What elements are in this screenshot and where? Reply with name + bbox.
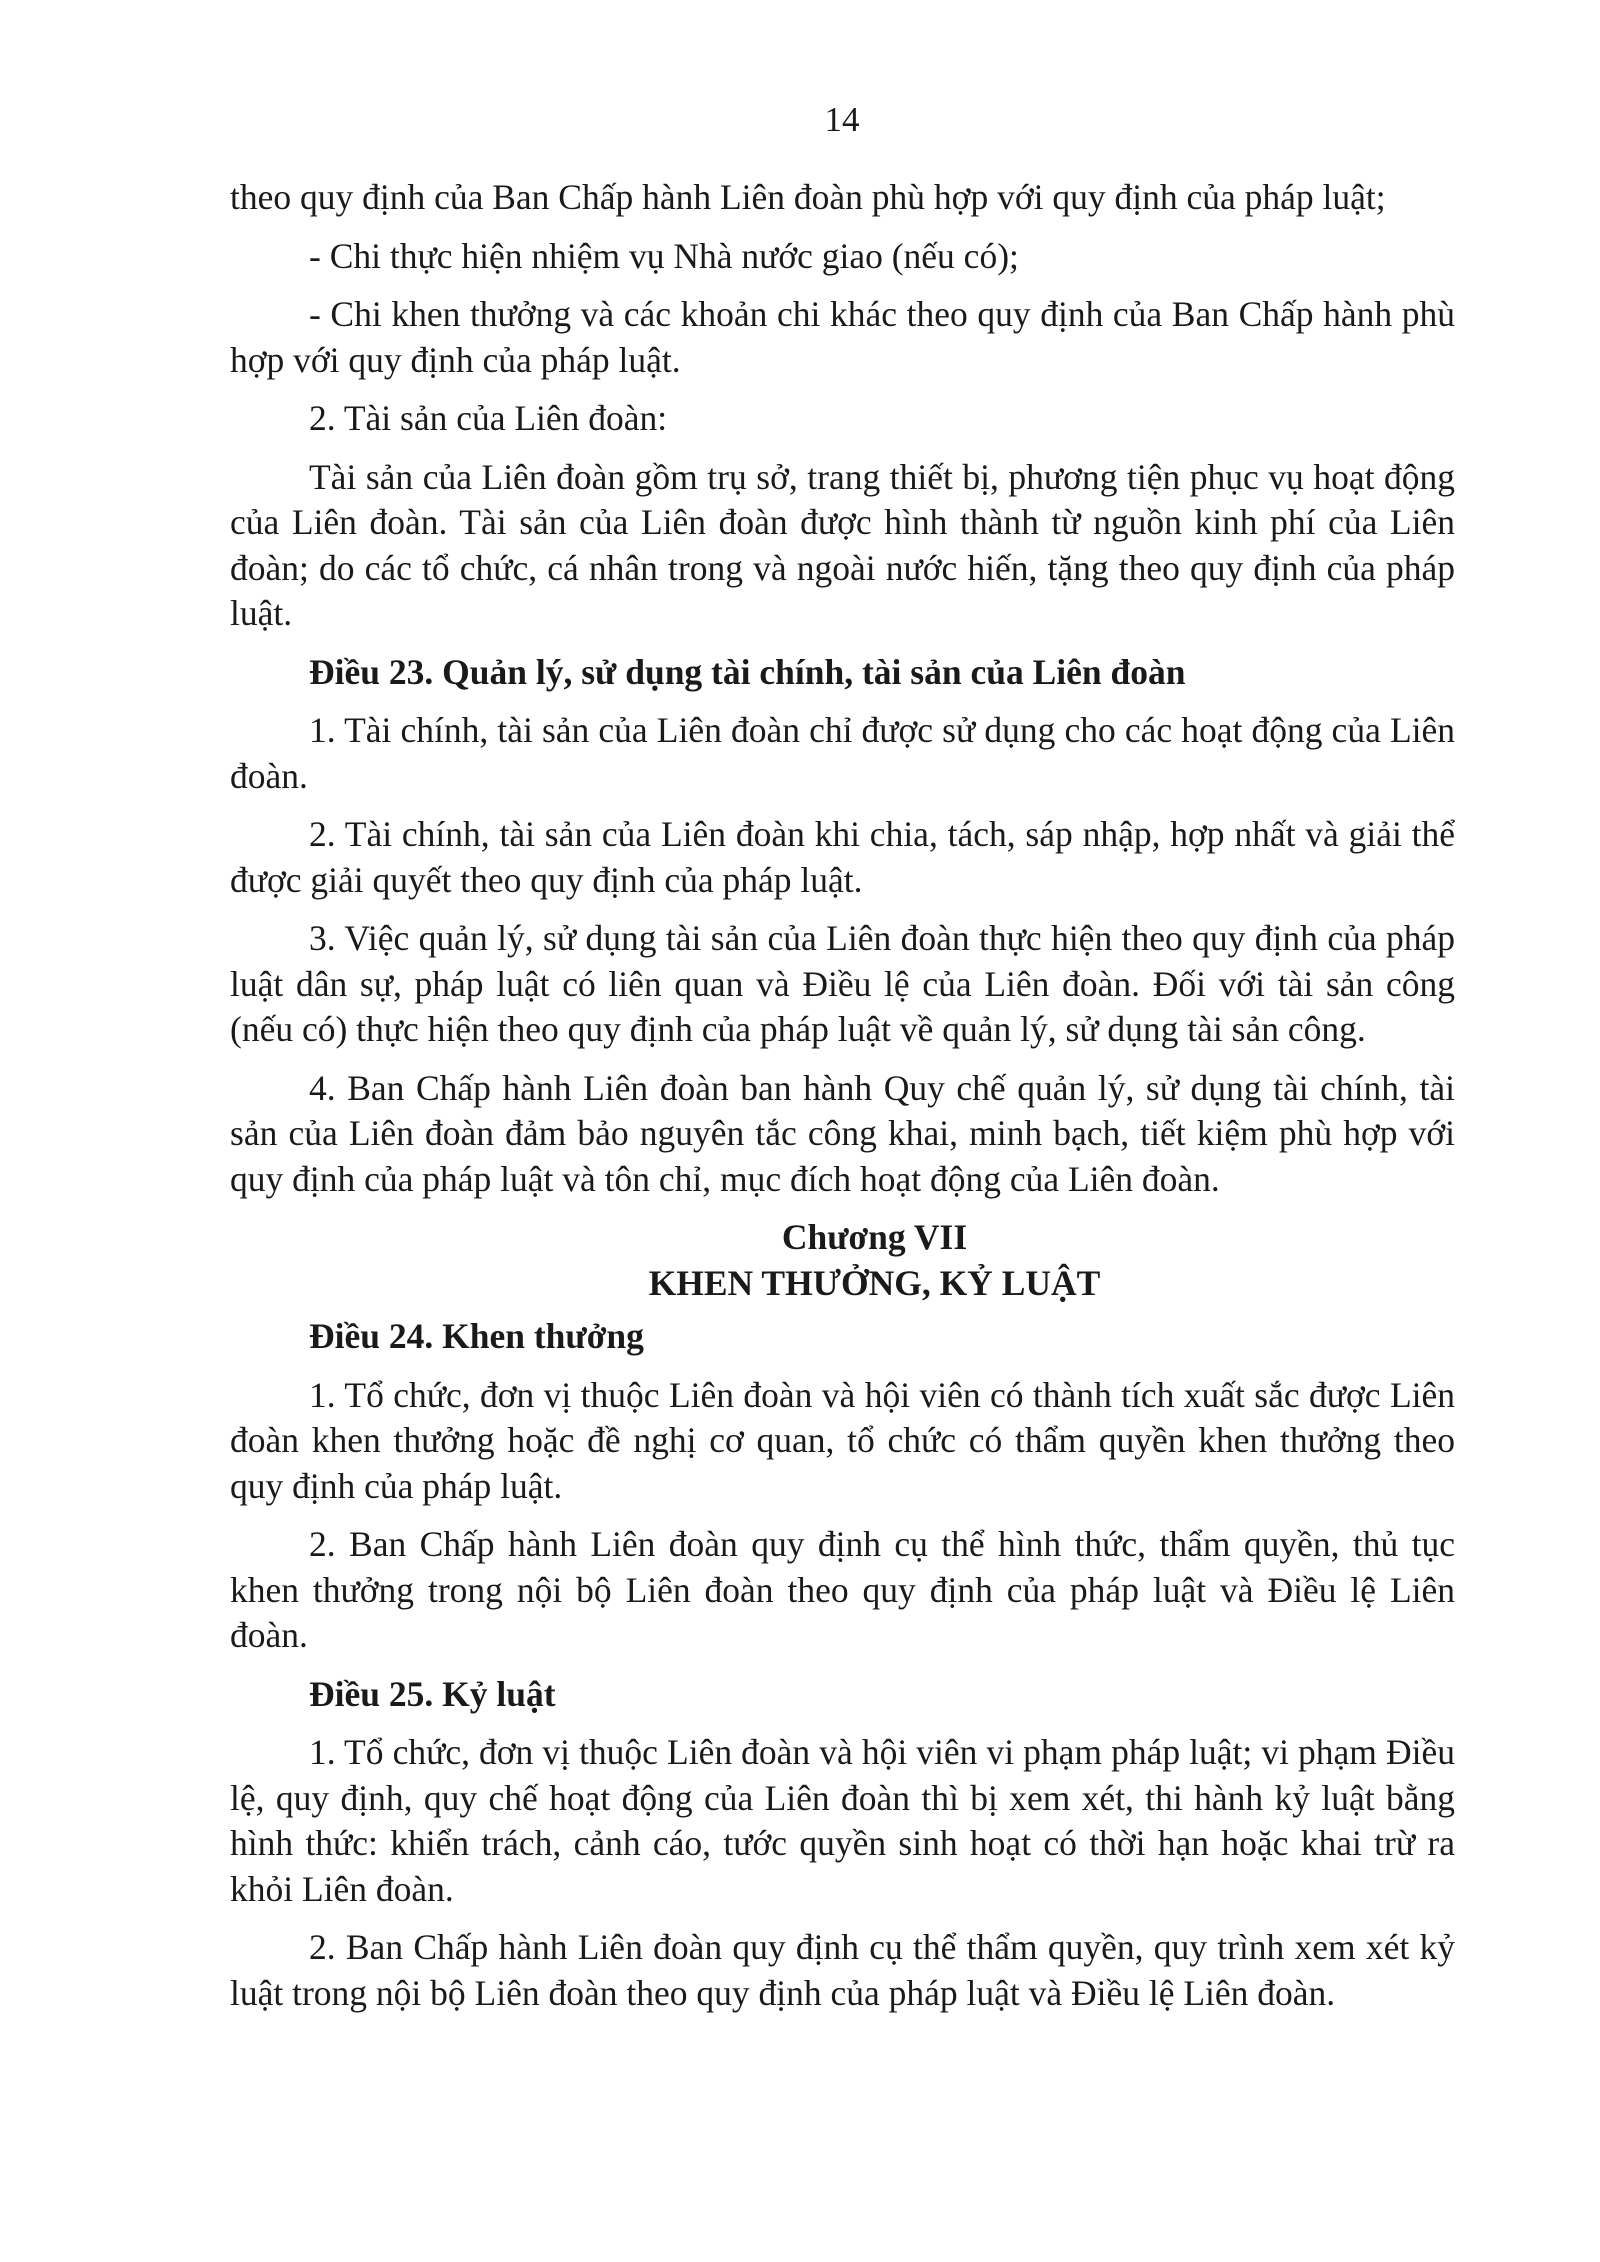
paragraph: - Chi thực hiện nhiệm vụ Nhà nước giao (nếu có); (309, 235, 1019, 276)
chapter-title: KHEN THƯỞNG, KỶ LUẬT (648, 1262, 1101, 1303)
paragraph: 1. Tổ chức, đơn vị thuộc Liên đoàn và hội viên có thành tích xuất sắc được Liên đoàn khen thưởng hoặc đề nghị cơ quan, tổ chức có thẩm quyền khen thưởng theo quy định của pháp luật. (230, 1374, 1455, 1506)
paragraph: 3. Việc quản lý, sử dụng tài sản của Liên đoàn thực hiện theo quy định của pháp luật dân sự, pháp luật có liên quan và Điều lệ của Liên đoàn. Đối với tài sản công (nếu có) thực hiện theo quy định của pháp luật về quản lý, sử dụng tài sản công. (230, 918, 1455, 1049)
article-24-heading: Điều 24. Khen thưởng (309, 1316, 644, 1356)
paragraph: 2. Ban Chấp hành Liên đoàn quy định cụ thể hình thức, thẩm quyền, thủ tục khen thưởng trong nội bộ Liên đoàn theo quy định của pháp luật và Điều lệ Liên đoàn. (230, 1524, 1455, 1655)
article-23-heading: Điều 23. Quản lý, sử dụng tài chính, tài sản của Liên đoàn (309, 651, 1186, 692)
article-25-heading: Điều 25. Kỷ luật (309, 1673, 556, 1714)
paragraph: - Chi khen thưởng và các khoản chi khác theo quy định của Ban Chấp hành phù hợp với quy định của pháp luật. (230, 294, 1455, 380)
paragraph: theo quy định của Ban Chấp hành Liên đoàn phù hợp với quy định của pháp luật; (230, 177, 1386, 217)
paragraph: Tài sản của Liên đoàn gồm trụ sở, trang thiết bị, phương tiện phục vụ hoạt động của Liên đoàn. Tài sản của Liên đoàn được hình thành từ nguồn kinh phí của Liên đoàn; do các tổ chức, cá nhân trong và ngoài nước hiến, tặng theo quy định của pháp luật. (230, 456, 1455, 633)
paragraph: 1. Tổ chức, đơn vị thuộc Liên đoàn và hội viên vi phạm pháp luật; vi phạm Điều lệ, quy định, quy chế hoạt động của Liên đoàn thì bị xem xét, thi hành kỷ luật bằng hình thức: khiển trách, cảnh cáo, tước quyền sinh hoạt có thời hạn hoặc khai trừ ra khỏi Liên đoàn. (230, 1732, 1455, 1909)
paragraph: 2. Ban Chấp hành Liên đoàn quy định cụ thể thẩm quyền, quy trình xem xét kỷ luật trong nội bộ Liên đoàn theo quy định của pháp luật và Điều lệ Liên đoàn. (230, 1927, 1455, 2013)
document-body (230, 175, 1455, 2029)
paragraph: 1. Tài chính, tài sản của Liên đoàn chỉ được sử dụng cho các hoạt động của Liên đoàn. (230, 710, 1455, 796)
paragraph: 2. Tài sản của Liên đoàn: (309, 398, 668, 438)
page-number: 14 (824, 100, 860, 139)
paragraph: 2. Tài chính, tài sản của Liên đoàn khi chia, tách, sáp nhập, hợp nhất và giải thể được giải quyết theo quy định của pháp luật. (230, 814, 1455, 900)
chapter-number: Chương VII (781, 1217, 968, 1257)
paragraph: 4. Ban Chấp hành Liên đoàn ban hành Quy chế quản lý, sử dụng tài chính, tài sản của Liên đoàn đảm bảo nguyên tắc công khai, minh bạch, tiết kiệm phù hợp với quy định của pháp luật và tôn chỉ, mục đích hoạt động của Liên đoàn. (230, 1067, 1455, 1199)
chapter-heading (230, 1215, 1455, 1306)
